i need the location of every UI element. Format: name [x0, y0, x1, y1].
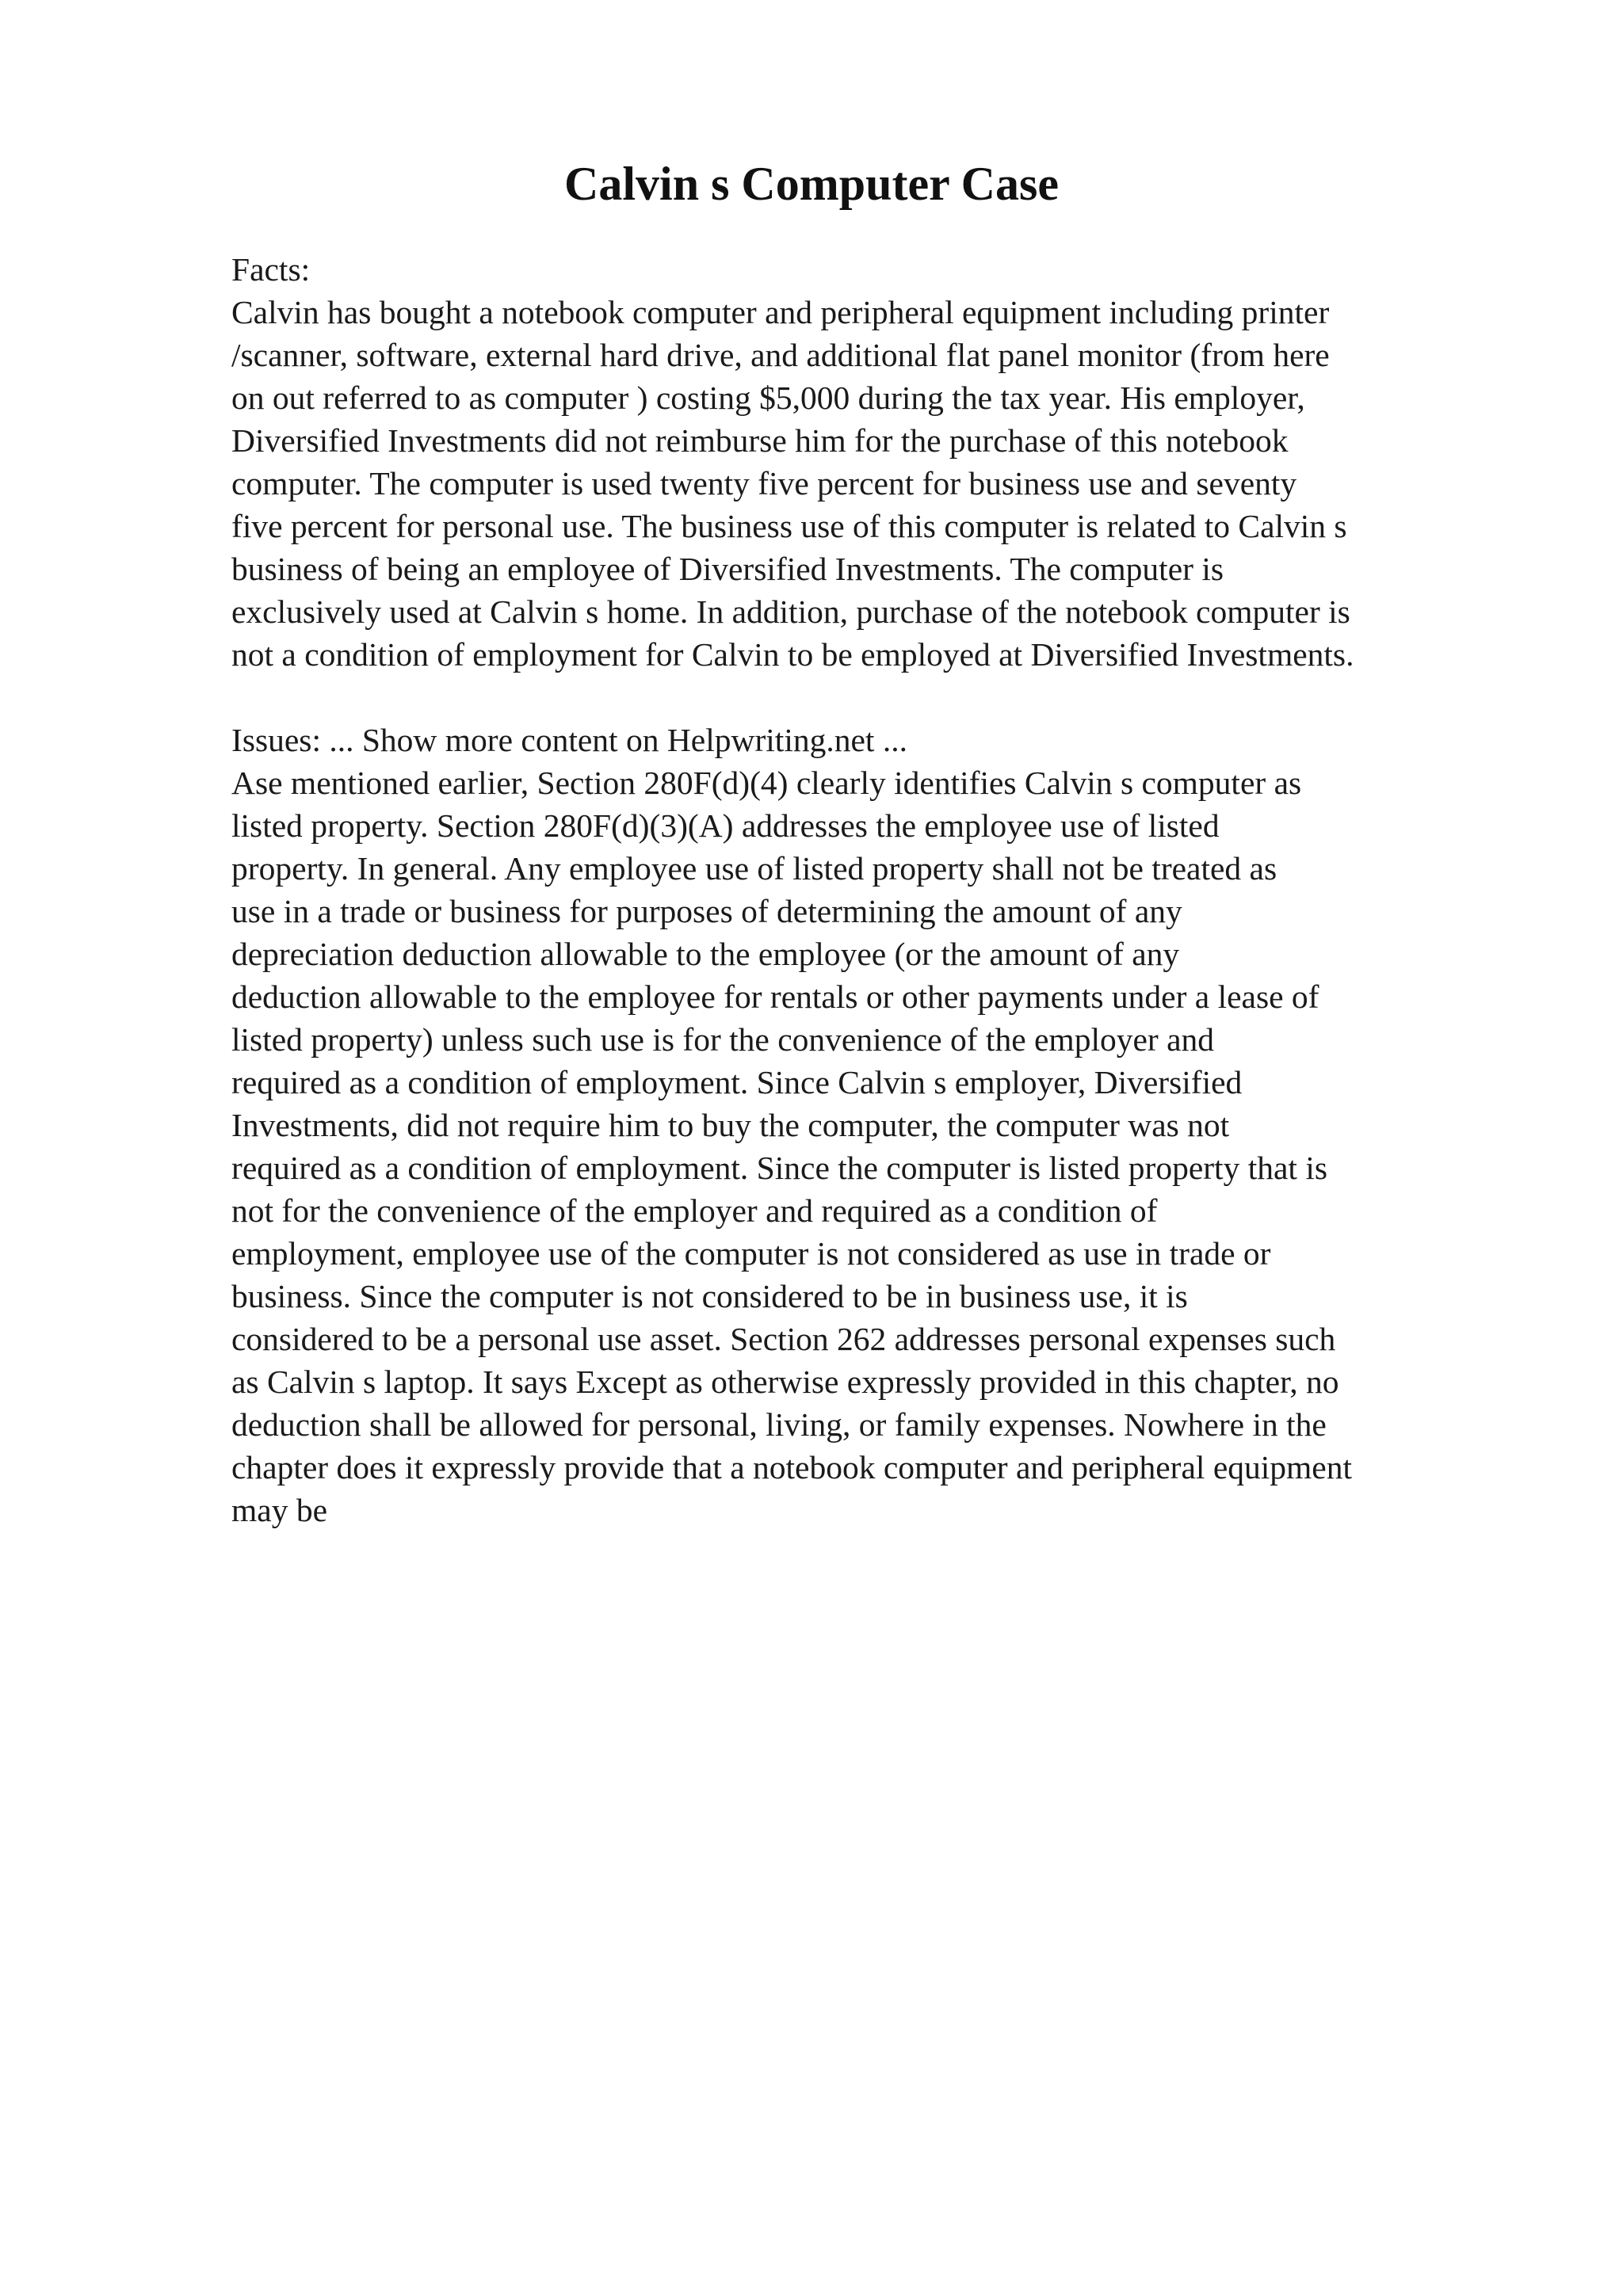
text-line: not for the convenience of the employer and required as a condition of [231, 1192, 1158, 1229]
text-line: required as a condition of employment. Since the computer is listed property that is [231, 1150, 1327, 1186]
text-line: property. In general. Any employee use of listed property shall not be treated as [231, 850, 1277, 887]
text-line: deduction shall be allowed for personal, living, or family expenses. Nowhere in the [231, 1406, 1327, 1443]
text-line: computer. The computer is used twenty five percent for business use and seventy [231, 465, 1297, 502]
text-line: Calvin has bought a notebook computer and peripheral equipment including printer [231, 294, 1330, 330]
facts-label: Facts: [231, 251, 311, 288]
text-line: /scanner, software, external hard drive, and additional flat panel monitor (from here [231, 337, 1330, 373]
document-title: Calvin s Computer Case [564, 158, 1059, 210]
text-line: Investments, did not require him to buy the computer, the computer was not [231, 1107, 1230, 1143]
text-line: employment, employee use of the computer is not considered as use in trade or [231, 1235, 1271, 1272]
text-line: as Calvin s laptop. It says Except as otherwise expressly provided in this chapter, no [231, 1363, 1339, 1400]
text-line: business of being an employee of Diversified Investments. The computer is [231, 551, 1224, 587]
text-line: Ase mentioned earlier, Section 280F(d)(4) clearly identifies Calvin s computer as [231, 765, 1302, 801]
text-line: listed property. Section 280F(d)(3)(A) addresses the employee use of listed [231, 807, 1220, 844]
text-line: business. Since the computer is not considered to be in business use, it is [231, 1278, 1188, 1314]
text-line: five percent for personal use. The business use of this computer is related to Calvin s [231, 508, 1347, 544]
text-line: on out referred to as computer ) costing $5,000 during the tax year. His employer, [231, 379, 1305, 416]
text-line: listed property) unless such use is for the convenience of the employer and [231, 1021, 1215, 1058]
text-line: required as a condition of employment. Since Calvin s employer, Diversified [231, 1064, 1243, 1100]
text-line: not a condition of employment for Calvin to be employed at Diversified Investments. [231, 636, 1354, 673]
text-line: Diversified Investments did not reimburse him for the purchase of this notebook [231, 422, 1289, 459]
text-line: depreciation deduction allowable to the employee (or the amount of any [231, 936, 1180, 972]
text-line: may be [231, 1492, 327, 1528]
text-line: use in a trade or business for purposes of determining the amount of any [231, 893, 1182, 929]
text-line: chapter does it expressly provide that a notebook computer and peripheral equipment [231, 1449, 1352, 1486]
issues-line: Issues: ... Show more content on Helpwriting.net ... [231, 722, 907, 758]
text-line: exclusively used at Calvin s home. In addition, purchase of the notebook computer is [231, 593, 1350, 630]
text-line: considered to be a personal use asset. Section 262 addresses personal expenses such [231, 1321, 1336, 1357]
text-line: deduction allowable to the employee for rentals or other payments under a lease of [231, 978, 1319, 1015]
